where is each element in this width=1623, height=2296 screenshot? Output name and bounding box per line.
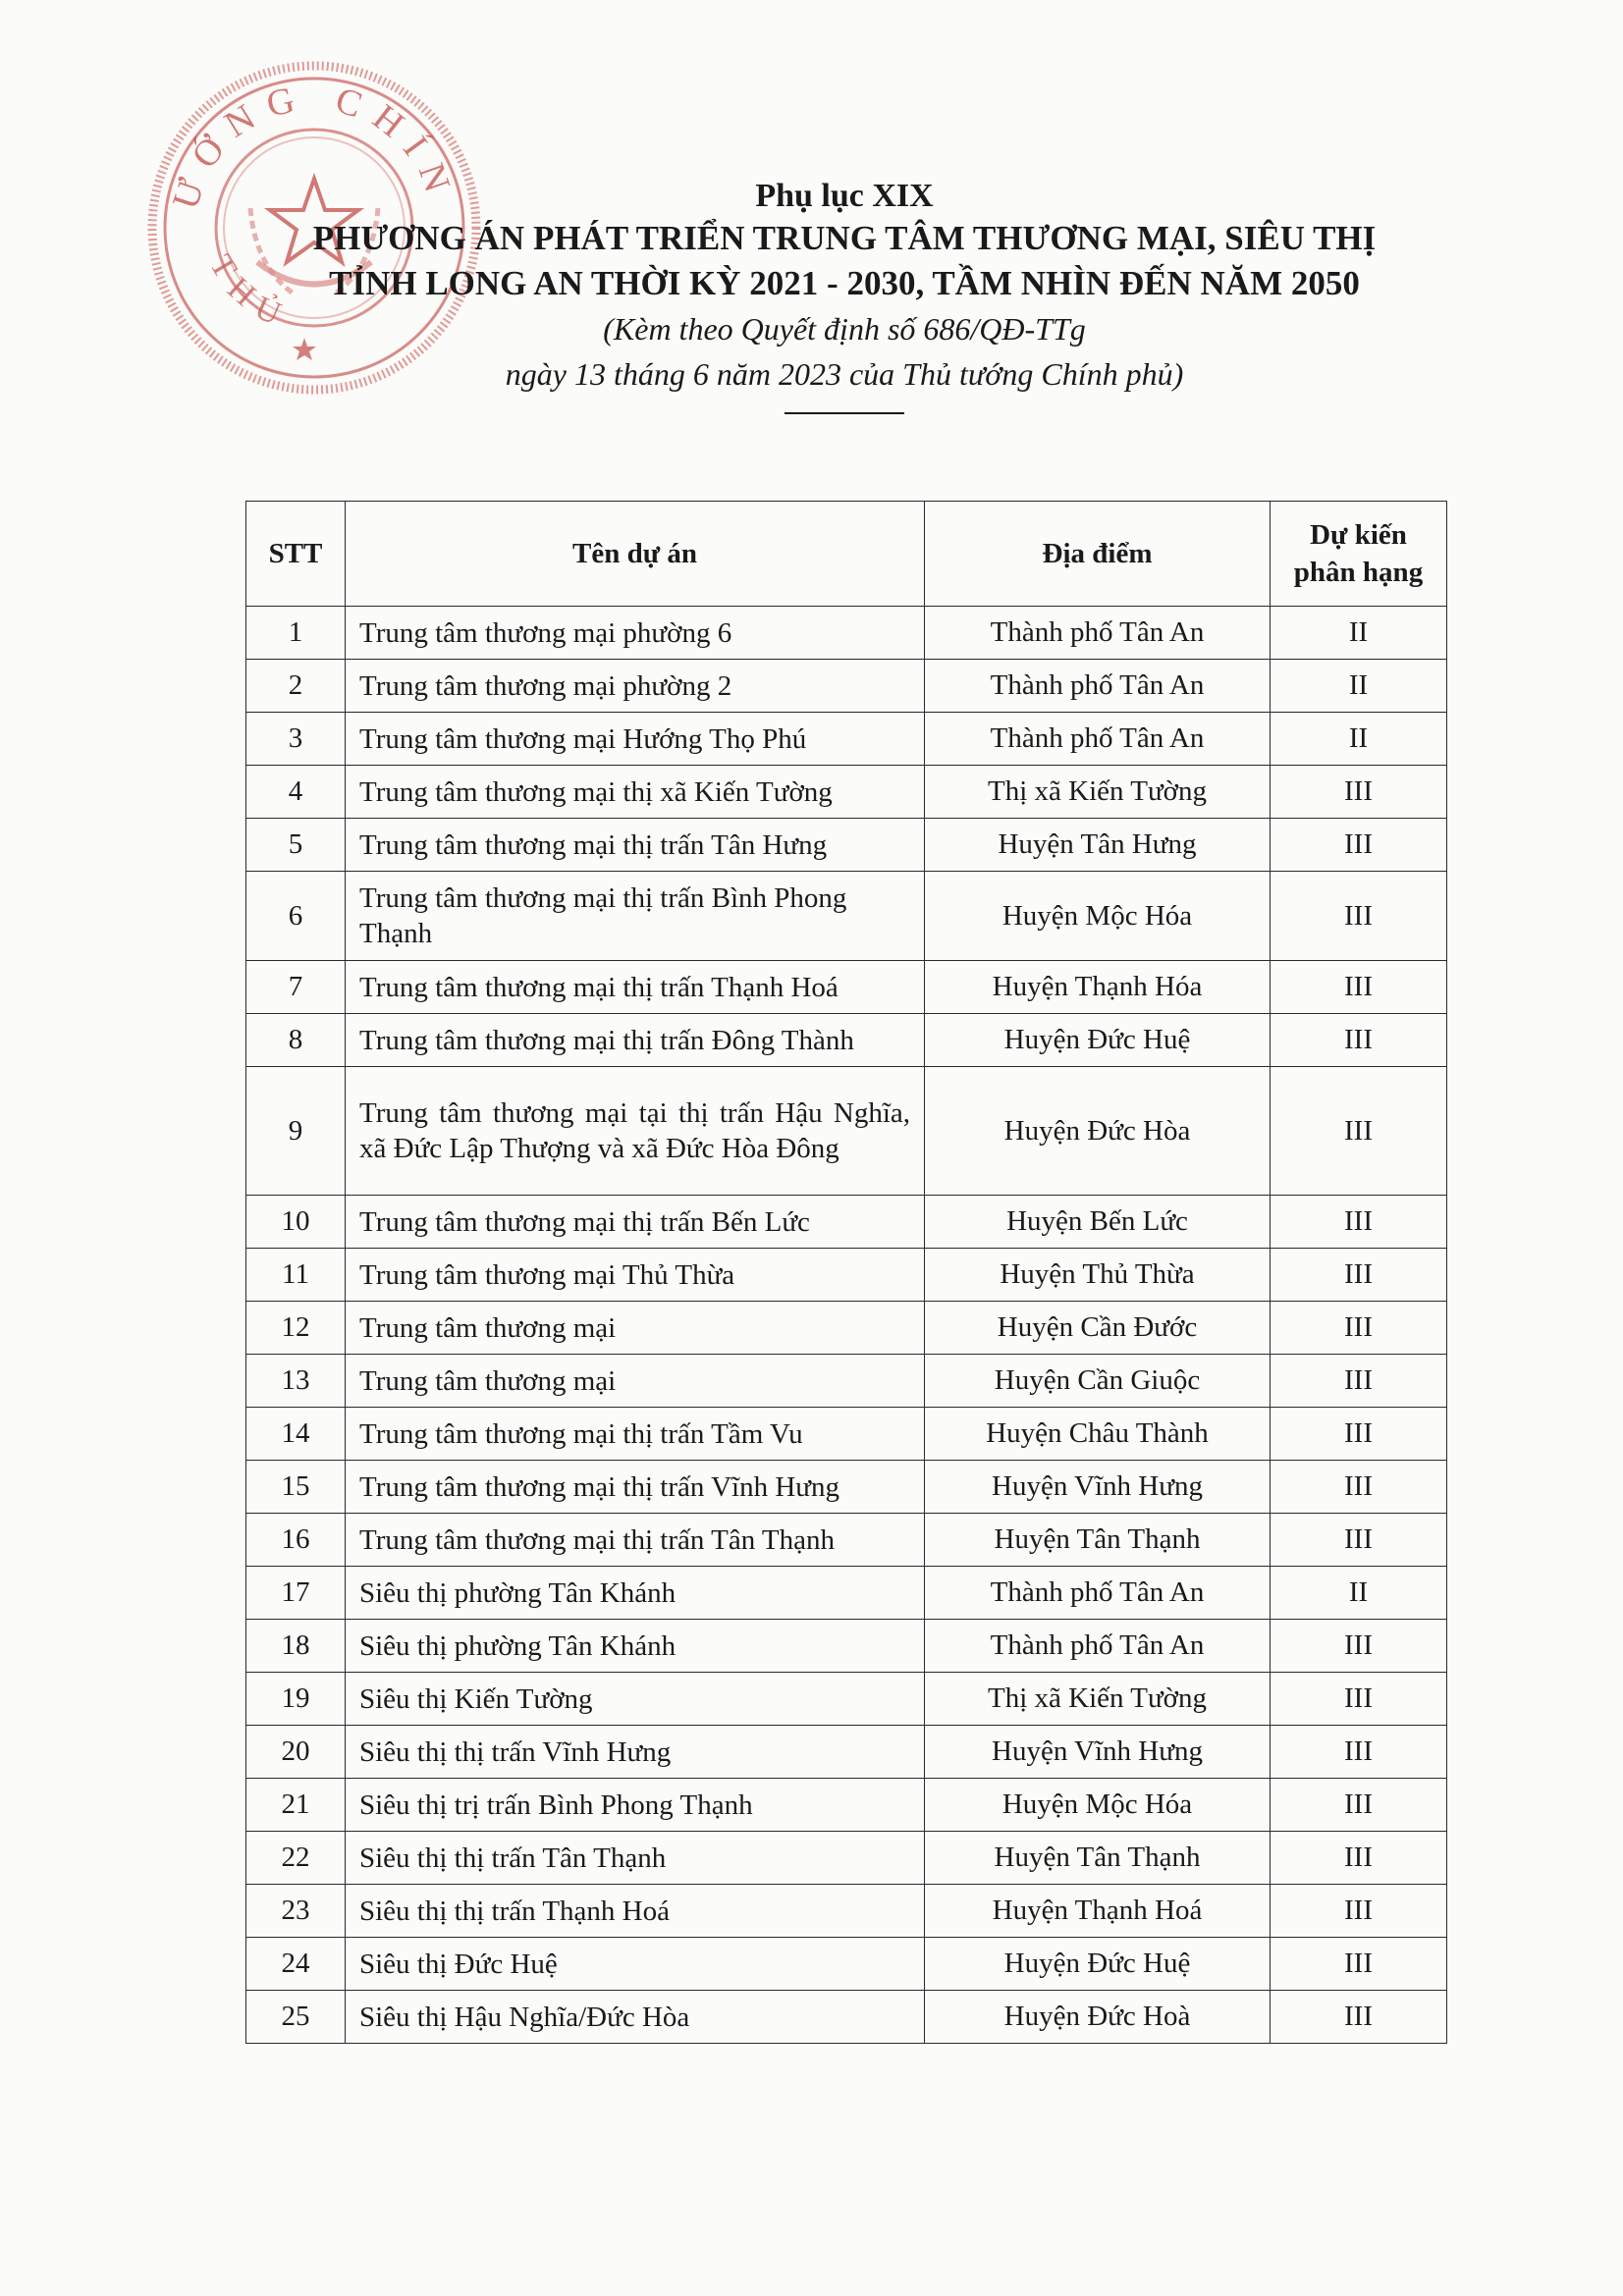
row-project-name: Siêu thị trị trấn Bình Phong Thạnh — [346, 1779, 925, 1832]
table-row — [246, 1067, 1447, 1196]
row-rank: III — [1271, 961, 1447, 1014]
table-row — [246, 1355, 1447, 1408]
document-title-line-2: TỈNH LONG AN THỜI KỲ 2021 - 2030, TẦM NHÌN ĐẾN NĂM 2050 — [329, 264, 1360, 302]
row-project-name: Siêu thị Đức Huệ — [346, 1938, 925, 1991]
row-rank: III — [1271, 1014, 1447, 1067]
row-stt: 2 — [246, 660, 346, 713]
table-row — [246, 1461, 1447, 1514]
row-rank: III — [1271, 1673, 1447, 1726]
row-stt: 17 — [246, 1567, 346, 1620]
table-row — [246, 1938, 1447, 1991]
row-project-name: Siêu thị thị trấn Thạnh Hoá — [346, 1885, 925, 1938]
document-heading — [245, 177, 1443, 414]
row-project-name: Siêu thị thị trấn Vĩnh Hưng — [346, 1726, 925, 1779]
row-location: Huyện Vĩnh Hưng — [925, 1726, 1271, 1779]
row-rank: II — [1271, 660, 1447, 713]
row-location: Huyện Châu Thành — [925, 1408, 1271, 1461]
table-row — [246, 713, 1447, 766]
row-rank: III — [1271, 1355, 1447, 1408]
row-project-name: Trung tâm thương mại tại thị trấn Hậu Nghĩa, xã Đức Lập Thượng và xã Đức Hòa Đông — [346, 1067, 925, 1196]
header-location: Địa điểm — [925, 502, 1271, 607]
row-rank: III — [1271, 1196, 1447, 1249]
header-rank-line-1: Dự kiến — [1310, 519, 1407, 551]
row-rank: III — [1271, 819, 1447, 872]
row-project-name: Trung tâm thương mại thị trấn Tân Thạnh — [346, 1514, 925, 1567]
row-project-name: Siêu thị Hậu Nghĩa/Đức Hòa — [346, 1991, 925, 2044]
row-location: Huyện Thạnh Hoá — [925, 1885, 1271, 1938]
row-project-name: Trung tâm thương mại thị trấn Thạnh Hoá — [346, 961, 925, 1014]
table-row — [246, 607, 1447, 660]
row-rank: III — [1271, 1938, 1447, 1991]
header-project-name: Tên dự án — [346, 502, 925, 607]
row-project-name: Trung tâm thương mại thị trấn Bình Phong Thạnh — [346, 872, 925, 961]
row-rank: III — [1271, 1991, 1447, 2044]
table-row — [246, 1991, 1447, 2044]
row-location: Huyện Mộc Hóa — [925, 1779, 1271, 1832]
row-location: Huyện Tân Thạnh — [925, 1514, 1271, 1567]
header-rank-line-2: phân hạng — [1293, 557, 1424, 588]
row-location: Huyện Đức Huệ — [925, 1014, 1271, 1067]
row-stt: 15 — [246, 1461, 346, 1514]
row-stt: 11 — [246, 1249, 346, 1302]
row-rank: III — [1271, 1408, 1447, 1461]
row-rank: III — [1271, 1302, 1447, 1355]
table-row — [246, 1726, 1447, 1779]
row-location: Thị xã Kiến Tường — [925, 1673, 1271, 1726]
row-stt: 12 — [246, 1302, 346, 1355]
row-location: Thành phố Tân An — [925, 660, 1271, 713]
title-divider — [784, 412, 904, 414]
row-stt: 5 — [246, 819, 346, 872]
table-row — [246, 1567, 1447, 1620]
row-location: Huyện Đức Hoà — [925, 1991, 1271, 2044]
row-rank: III — [1271, 1249, 1447, 1302]
header-expected-rank — [1271, 502, 1447, 607]
table-row — [246, 1014, 1447, 1067]
decision-date: ngày 13 tháng 6 năm 2023 của Thủ tướng Chính phủ) — [505, 356, 1184, 392]
projects-table — [245, 501, 1447, 2044]
row-location: Huyện Bến Lức — [925, 1196, 1271, 1249]
row-location: Huyện Tân Hưng — [925, 819, 1271, 872]
table-row — [246, 1673, 1447, 1726]
row-location: Thành phố Tân An — [925, 713, 1271, 766]
table-row — [246, 1885, 1447, 1938]
row-project-name: Trung tâm thương mại thị trấn Vĩnh Hưng — [346, 1461, 925, 1514]
row-project-name: Trung tâm thương mại thị trấn Tầm Vu — [346, 1408, 925, 1461]
row-rank: II — [1271, 713, 1447, 766]
row-location: Thị xã Kiến Tường — [925, 766, 1271, 819]
row-rank: III — [1271, 1620, 1447, 1673]
row-rank: II — [1271, 1567, 1447, 1620]
row-location: Huyện Đức Hòa — [925, 1067, 1271, 1196]
row-stt: 7 — [246, 961, 346, 1014]
row-project-name: Trung tâm thương mại Hướng Thọ Phú — [346, 713, 925, 766]
row-location: Huyện Thạnh Hóa — [925, 961, 1271, 1014]
row-project-name: Trung tâm thương mại — [346, 1302, 925, 1355]
row-location: Huyện Cần Đước — [925, 1302, 1271, 1355]
row-location: Thành phố Tân An — [925, 1620, 1271, 1673]
table-row — [246, 1196, 1447, 1249]
row-project-name: Trung tâm thương mại thị trấn Đông Thành — [346, 1014, 925, 1067]
table-row — [246, 872, 1447, 961]
row-project-name: Siêu thị phường Tân Khánh — [346, 1567, 925, 1620]
row-stt: 21 — [246, 1779, 346, 1832]
row-project-name: Trung tâm thương mại — [346, 1355, 925, 1408]
row-rank: III — [1271, 766, 1447, 819]
row-rank: II — [1271, 607, 1447, 660]
row-stt: 16 — [246, 1514, 346, 1567]
row-stt: 1 — [246, 607, 346, 660]
row-stt: 23 — [246, 1885, 346, 1938]
row-stt: 10 — [246, 1196, 346, 1249]
row-rank: III — [1271, 872, 1447, 961]
row-location: Huyện Cần Giuộc — [925, 1355, 1271, 1408]
row-project-name: Trung tâm thương mại thị trấn Bến Lức — [346, 1196, 925, 1249]
row-project-name: Trung tâm thương mại thị xã Kiến Tường — [346, 766, 925, 819]
row-stt: 9 — [246, 1067, 346, 1196]
table-row — [246, 1249, 1447, 1302]
row-location: Huyện Vĩnh Hưng — [925, 1461, 1271, 1514]
table-row — [246, 660, 1447, 713]
row-location: Thành phố Tân An — [925, 607, 1271, 660]
row-location: Huyện Thủ Thừa — [925, 1249, 1271, 1302]
table-body — [246, 607, 1447, 2044]
row-stt: 25 — [246, 1991, 346, 2044]
seal-text-bottom: THỦ — [201, 248, 298, 338]
row-project-name: Siêu thị thị trấn Tân Thạnh — [346, 1832, 925, 1885]
row-location: Huyện Tân Thạnh — [925, 1832, 1271, 1885]
table-row — [246, 1408, 1447, 1461]
row-stt: 20 — [246, 1726, 346, 1779]
row-stt: 8 — [246, 1014, 346, 1067]
row-project-name: Trung tâm thương mại phường 6 — [346, 607, 925, 660]
row-project-name: Trung tâm thương mại phường 2 — [346, 660, 925, 713]
row-stt: 3 — [246, 713, 346, 766]
row-stt: 14 — [246, 1408, 346, 1461]
row-rank: III — [1271, 1461, 1447, 1514]
row-location: Huyện Đức Huệ — [925, 1938, 1271, 1991]
table-row — [246, 1514, 1447, 1567]
table-row — [246, 766, 1447, 819]
row-project-name: Siêu thị Kiến Tường — [346, 1673, 925, 1726]
row-rank: III — [1271, 1726, 1447, 1779]
table-row — [246, 819, 1447, 872]
row-stt: 24 — [246, 1938, 346, 1991]
row-rank: III — [1271, 1885, 1447, 1938]
annex-title: Phụ lục XIX — [755, 178, 934, 214]
row-location: Thành phố Tân An — [925, 1567, 1271, 1620]
table-row — [246, 961, 1447, 1014]
header-stt: STT — [246, 502, 346, 607]
row-stt: 4 — [246, 766, 346, 819]
table-row — [246, 1832, 1447, 1885]
row-stt: 6 — [246, 872, 346, 961]
row-project-name: Trung tâm thương mại thị trấn Tân Hưng — [346, 819, 925, 872]
row-rank: III — [1271, 1514, 1447, 1567]
row-stt: 19 — [246, 1673, 346, 1726]
table-header-row — [246, 502, 1447, 607]
row-stt: 18 — [246, 1620, 346, 1673]
document-title-line-1: PHƯƠNG ÁN PHÁT TRIỂN TRUNG TÂM THƯƠNG MẠI, SIÊU THỊ — [312, 219, 1377, 257]
row-project-name: Trung tâm thương mại Thủ Thừa — [346, 1249, 925, 1302]
decision-reference: (Kèm theo Quyết định số 686/QĐ-TTg — [603, 311, 1086, 347]
row-stt: 22 — [246, 1832, 346, 1885]
table-row — [246, 1302, 1447, 1355]
table-row — [246, 1620, 1447, 1673]
row-rank: III — [1271, 1832, 1447, 1885]
table-row — [246, 1779, 1447, 1832]
row-rank: III — [1271, 1067, 1447, 1196]
row-project-name: Siêu thị phường Tân Khánh — [346, 1620, 925, 1673]
row-rank: III — [1271, 1779, 1447, 1832]
seal-text-top: ƯỚNG CHÍN — [164, 77, 463, 215]
row-stt: 13 — [246, 1355, 346, 1408]
row-location: Huyện Mộc Hóa — [925, 872, 1271, 961]
